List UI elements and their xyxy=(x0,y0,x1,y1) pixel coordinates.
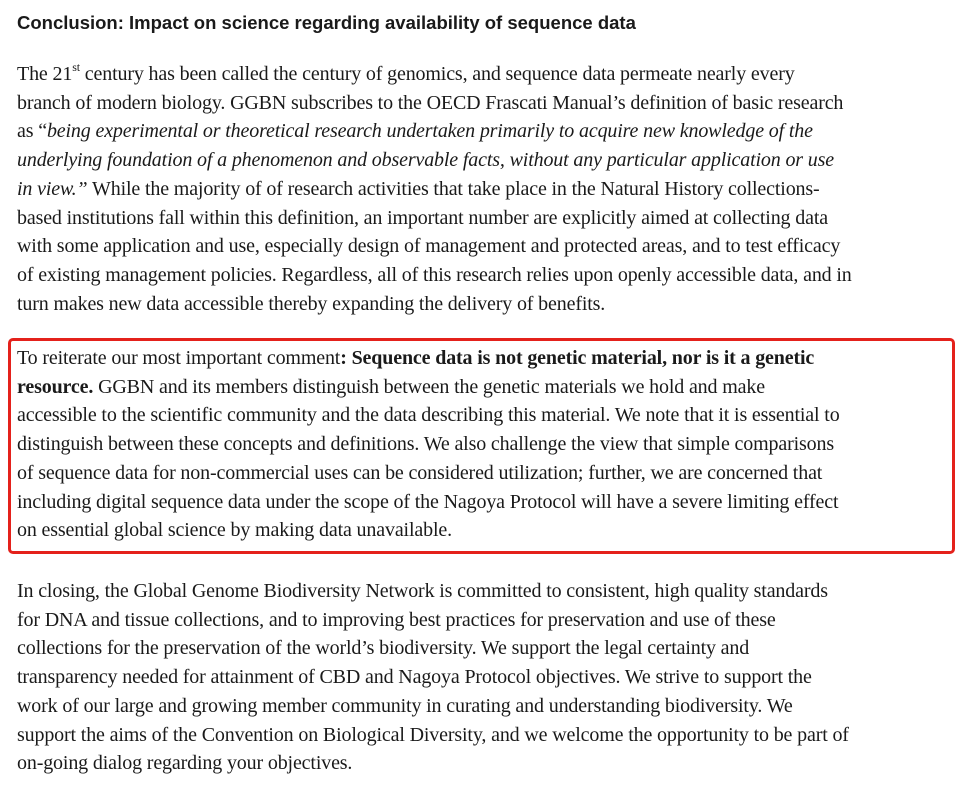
text-line: turn makes new data accessible thereby expanding the delivery of benefits. xyxy=(17,292,606,315)
text-line: work of our large and growing member community in curating and understanding biodiversity. We xyxy=(17,694,793,717)
bold-statement: resource. xyxy=(17,375,94,398)
text-line: branch of modern biology. GGBN subscribes to the OECD Frascati Manual’s definition of basic research xyxy=(17,91,844,114)
paragraph-key-comment xyxy=(17,344,952,545)
text-line: transparency needed for attainment of CBD and Nagoya Protocol objectives. We strive to support the xyxy=(17,666,812,689)
text-line: based institutions fall within this definition, an important number are explicitly aimed at collecting data xyxy=(17,206,828,229)
text-line: collections for the preservation of the world’s biodiversity. We support the legal certainty and xyxy=(17,637,750,660)
text-line xyxy=(17,344,952,373)
text-line: accessible to the scientific community and the data describing this material. We note that it is essential to xyxy=(17,404,840,427)
quote-italic: in view.” xyxy=(17,177,88,200)
quote-italic: being experimental or theoretical research undertaken primarily to acquire new knowledge of the xyxy=(46,120,813,143)
text-segment: GGBN and its members distinguish between the genetic materials we hold and make xyxy=(93,375,765,398)
section-heading: Conclusion: Impact on science regarding availability of sequence data xyxy=(17,12,636,33)
text-line: with some application and use, especially design of management and protected areas, and to test efficacy xyxy=(17,235,841,258)
text-line: of existing management policies. Regardless, all of this research relies upon openly accessible data, and in xyxy=(17,263,852,286)
text-line xyxy=(17,175,947,204)
text-line: for DNA and tissue collections, and to improving best practices for preservation and use of these xyxy=(17,608,776,631)
text-line: In closing, the Global Genome Biodiversity Network is committed to consistent, high quality standards xyxy=(17,580,828,602)
text-segment: as “ xyxy=(17,120,47,143)
paragraph-genomics xyxy=(17,60,947,318)
text-line: of sequence data for non-commercial uses can be considered utilization; further, we are concerned that xyxy=(17,461,823,484)
quote-italic: underlying foundation of a phenomenon and observable facts, without any particular application or use xyxy=(17,149,834,172)
text-segment: While the majority of of research activities that take place in the Natural History collections- xyxy=(87,177,820,200)
text-line xyxy=(17,60,947,89)
bold-statement: : Sequence data is not genetic material, nor is it a genetic xyxy=(340,347,815,369)
text-line: on essential global science by making data unavailable. xyxy=(17,519,452,542)
superscript-ordinal: st xyxy=(72,60,80,75)
text-segment: To reiterate our most important comment xyxy=(17,347,341,369)
text-line: including digital sequence data under the scope of the Nagoya Protocol will have a severe limiting effect xyxy=(17,490,839,513)
text-line: distinguish between these concepts and definitions. We also challenge the view that simple comparisons xyxy=(17,433,834,456)
paragraph-closing xyxy=(17,577,947,778)
text-segment: century has been called the century of genomics, and sequence data permeate nearly every xyxy=(79,63,795,85)
text-line xyxy=(17,117,947,146)
text-line: on-going dialog regarding your objectives. xyxy=(17,752,353,775)
text-line: support the aims of the Convention on Biological Diversity, and we welcome the opportunity to be part of xyxy=(17,723,849,746)
text-line xyxy=(17,146,947,175)
text-line xyxy=(17,373,952,402)
text-segment: The 21 xyxy=(17,63,73,85)
